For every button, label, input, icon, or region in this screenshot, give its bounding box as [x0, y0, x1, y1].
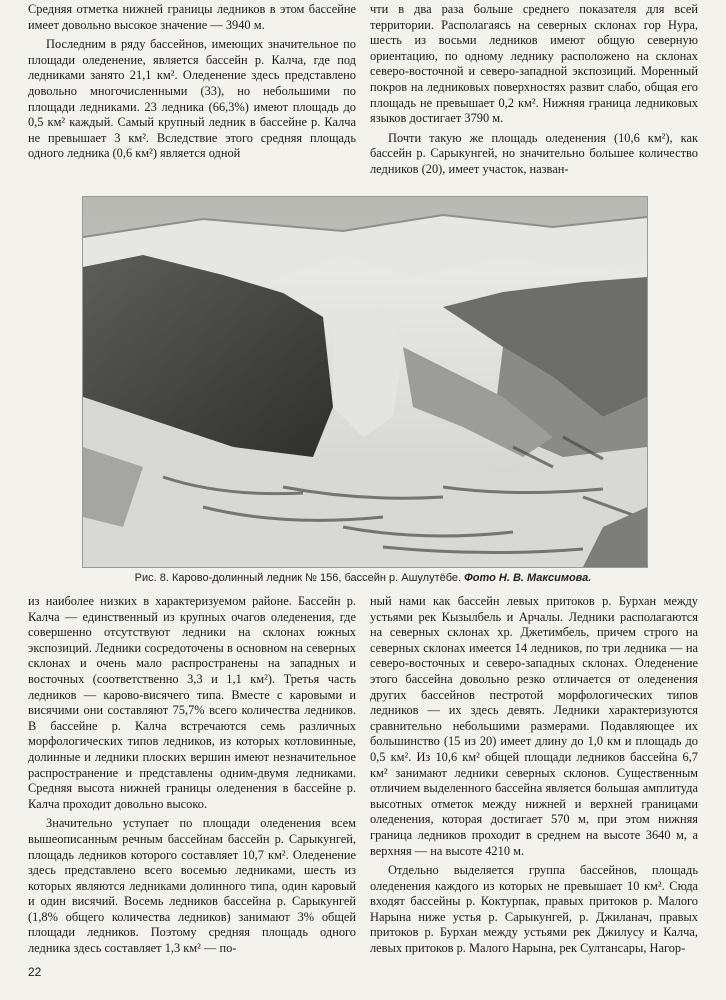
- glacier-photo-image: [83, 197, 647, 567]
- top-left-column: [28, 2, 356, 162]
- paragraph: Отдельно выделяется группа бассейнов, площадь оледенения каждого из которых не превышает 10 км². Сюда входят бассейны р. Коктурпак, правых притоков р. Малого Нарына ниже устья р. Сарыкунгей, р. Джиланач, правых притоков р. Бурхан между устьями рек Джилусу и Калча, левых притоков р. Малого Нарына, рек Султансары, Нагор-: [370, 863, 698, 956]
- paragraph: Значительно уступает по площади оледенения всем вышеописанным речным бассейнам бассейн р. Сарыкунгей, площадь ледников которого составляет 10,7 км². Оледенение здесь представлено всего восемью ледниками, шесть из которых являются ледниками долинного типа, один каровый и один висячий. Восемь ледников бассейна р. Сарыкунгей (1,8% общего количества ледников) занимают 3% общей площади ледников. Поэтому средняя площадь одного ледника здесь составляет 1,3 км² — по-: [28, 816, 356, 956]
- paragraph: чти в два раза больше среднего показателя для всей территории. Располагаясь на северных склонах гор Нура, шесть из восьми ледников имеют общую северную ориентацию, по одному леднику расположено на склонах северо-восточной и северо-западной экспозиций. Моренный покров на ледниковых поверхностях развит слабо, общая его площадь не превышает 0,2 км². Нижняя граница ледниковых языков достигает 3790 м.: [370, 2, 698, 126]
- glacier-photo: [82, 196, 648, 568]
- photo-credit: Фото Н. В. Максимова.: [464, 572, 592, 584]
- paragraph: Почти такую же площадь оледенения (10,6 км²), как бассейн р. Сарыкунгей, но значительно большее количество ледников (20), имеет участок, назван-: [370, 130, 698, 176]
- top-right-column: [370, 2, 698, 178]
- paragraph: Последним в ряду бассейнов, имеющих значительное по площади оледенение, является бассейн р. Калча, где под ледниками занято 21,1 км². Оледенение здесь представлено довольно многочисленными (33), но небольшими по площади ледниками. 23 ледника (66,3%) имеют площадь до 0,5 км² каждый. Самый крупный ледник в бассейне р. Калча не превышает 3 км². Вследствие этого средняя площадь одного ледника (0,6 км²) является одной: [28, 37, 356, 161]
- paragraph: ный нами как бассейн левых притоков р. Бурхан между устьями рек Кызылбель и Арчалы. Ледники располагаются на северных склонах хр. Джетимбель, причем строго на северных склонах имеется 14 ледников, по три ледника — на северо-восточных и северо-западных склонах. Оледенение этого бассейна довольно резко отличается от оледенения других бассейнов пестротой морфологических типов ледников — их здесь девять. Ледники характеризуются сравнительно небольшими размерами. Подавляющее их большинство (15 из 20) имеет длину до 1,0 км и площадь до 0,5 км². Из 10,6 км² общей площади ледников бассейна 6,7 км² занимают ледники северных склонов. Существенным отличием выделенного бассейна является большая амплитуда высотных отметок между нижней и верхней границами оледенения, которая достигает 570 м, при этом нижняя граница ледников проходит в среднем на высоте 3640 м, а верхняя — на высоте 4210 м.: [370, 594, 698, 858]
- page-number: 22: [28, 965, 42, 979]
- figure-caption: [0, 571, 726, 585]
- paragraph: Средняя отметка нижней границы ледников в этом бассейне имеет довольно высокое значение — 3940 м.: [28, 2, 356, 32]
- bottom-right-column: [370, 594, 698, 957]
- figure-caption-text: Рис. 8. Карово-долинный ледник № 156, бассейн р. Ашулутёбе.: [134, 572, 462, 584]
- paragraph: из наиболее низких в характеризуемом районе. Бассейн р. Калча — единственный из крупных очагов оледенения, где совершенно отсутствуют ледники на склонах южных экспозиций. Ледники сосредоточены в основном на северных склонах и очень мало распространены на западных и восточных (соответственно 3,3 и 1,1 км²). Третья часть ледников — карово-висячего типа. Вместе с каровыми и висячими они составляют 75,7% всего количества ледников. В бассейне р. Калча встречаются семь различных морфологических типов ледников, из которых котловинные, долинные и ледники плоских вершин имеют незначительное распространение и представлены одним-двумя ледниками. Средняя высота нижней границы оледенения в бассейне р. Калча проходит довольно высоко.: [28, 594, 356, 811]
- bottom-left-column: [28, 594, 356, 957]
